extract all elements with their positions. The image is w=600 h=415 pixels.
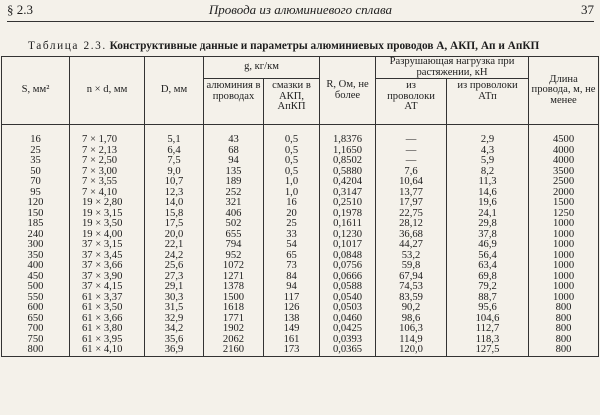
cell-mass-grease: 1,0 <box>264 188 320 199</box>
table-caption <box>28 40 598 52</box>
table-row <box>2 345 599 356</box>
cell-section: 500 <box>2 282 70 293</box>
cell-diameter: 10,7 <box>145 177 204 188</box>
cell-load-at: 36,68 <box>376 230 447 241</box>
cell-mass-aluminium: 189 <box>204 177 264 188</box>
cell-diameter: 9,0 <box>145 167 204 178</box>
cell-wires: 61 × 3,50 <box>70 303 145 314</box>
cell-length: 1000 <box>529 230 599 241</box>
cell-wires: 7 × 2,50 <box>70 156 145 167</box>
cell-load-at: 28,12 <box>376 219 447 230</box>
cell-mass-grease: 161 <box>264 335 320 346</box>
cell-load-at: 13,77 <box>376 188 447 199</box>
table-row <box>2 219 599 230</box>
cell-section: 16 <box>2 125 70 146</box>
cell-load-atp: 95,6 <box>447 303 529 314</box>
cell-mass-grease: 126 <box>264 303 320 314</box>
cell-load-atp: 37,8 <box>447 230 529 241</box>
cell-resistance: 1,8376 <box>320 125 376 146</box>
cell-resistance: 0,0848 <box>320 251 376 262</box>
cell-diameter: 31,5 <box>145 303 204 314</box>
cell-mass-grease: 84 <box>264 272 320 283</box>
cell-diameter: 29,1 <box>145 282 204 293</box>
col-header-length: Длина провода, м, не менее <box>529 57 599 125</box>
table-row <box>2 125 599 146</box>
cell-wires: 61 × 4,10 <box>70 345 145 356</box>
cell-resistance: 0,1230 <box>320 230 376 241</box>
cell-mass-grease: 1,0 <box>264 177 320 188</box>
cell-load-atp: 14,6 <box>447 188 529 199</box>
cell-wires: 7 × 4,10 <box>70 188 145 199</box>
cell-mass-aluminium: 1271 <box>204 272 264 283</box>
cell-diameter: 6,4 <box>145 146 204 157</box>
cell-load-atp: 88,7 <box>447 293 529 304</box>
cell-length: 800 <box>529 324 599 335</box>
section-number: § 2.3 <box>7 2 33 17</box>
cell-load-at: — <box>376 125 447 146</box>
cell-diameter: 22,1 <box>145 240 204 251</box>
cell-mass-aluminium: 1500 <box>204 293 264 304</box>
col-header-diameter: D, мм <box>145 57 204 125</box>
cell-wires: 37 × 3,45 <box>70 251 145 262</box>
cell-mass-aluminium: 1072 <box>204 261 264 272</box>
cell-mass-aluminium: 321 <box>204 198 264 209</box>
cell-wires: 7 × 3,00 <box>70 167 145 178</box>
cell-wires: 19 × 3,15 <box>70 209 145 220</box>
running-title: Провода из алюминиевого сплава <box>208 2 393 17</box>
cell-mass-grease: 65 <box>264 251 320 262</box>
cell-resistance: 1,1650 <box>320 146 376 157</box>
cell-mass-aluminium: 68 <box>204 146 264 157</box>
cell-wires: 61 × 3,80 <box>70 324 145 335</box>
cell-length: 1000 <box>529 251 599 262</box>
cell-load-atp: 79,2 <box>447 282 529 293</box>
cell-load-atp: 112,7 <box>447 324 529 335</box>
cell-length: 800 <box>529 303 599 314</box>
table-body <box>2 125 599 357</box>
cell-length: 1000 <box>529 261 599 272</box>
cell-resistance: 0,0756 <box>320 261 376 272</box>
cell-length: 1000 <box>529 282 599 293</box>
cell-length: 4000 <box>529 146 599 157</box>
cell-mass-aluminium: 94 <box>204 156 264 167</box>
cell-diameter: 25,6 <box>145 261 204 272</box>
cell-resistance: 0,0540 <box>320 293 376 304</box>
cell-resistance: 0,5880 <box>320 167 376 178</box>
cell-diameter: 15,8 <box>145 209 204 220</box>
cell-mass-aluminium: 952 <box>204 251 264 262</box>
cell-diameter: 35,6 <box>145 335 204 346</box>
cell-load-atp: 2,9 <box>447 125 529 146</box>
cell-mass-grease: 54 <box>264 240 320 251</box>
table-row <box>2 198 599 209</box>
cell-mass-grease: 33 <box>264 230 320 241</box>
cell-mass-grease: 20 <box>264 209 320 220</box>
cell-load-at: 90,2 <box>376 303 447 314</box>
cell-length: 1500 <box>529 198 599 209</box>
cell-resistance: 0,0393 <box>320 335 376 346</box>
cell-load-atp: 4,3 <box>447 146 529 157</box>
cell-section: 750 <box>2 335 70 346</box>
cell-mass-aluminium: 1771 <box>204 314 264 325</box>
cell-section: 185 <box>2 219 70 230</box>
cell-resistance: 0,0460 <box>320 314 376 325</box>
cell-section: 95 <box>2 188 70 199</box>
cell-section: 50 <box>2 167 70 178</box>
cell-resistance: 0,8502 <box>320 156 376 167</box>
cell-wires: 7 × 2,13 <box>70 146 145 157</box>
cell-mass-aluminium: 794 <box>204 240 264 251</box>
cell-resistance: 0,0588 <box>320 282 376 293</box>
cell-section: 450 <box>2 272 70 283</box>
cell-load-atp: 69,8 <box>447 272 529 283</box>
cell-section: 35 <box>2 156 70 167</box>
cell-diameter: 20,0 <box>145 230 204 241</box>
cell-load-atp: 63,4 <box>447 261 529 272</box>
cell-load-at: 67,94 <box>376 272 447 283</box>
cell-mass-aluminium: 135 <box>204 167 264 178</box>
cell-wires: 19 × 3,50 <box>70 219 145 230</box>
col-header-mass-aluminium: алюминия в проводах <box>204 79 264 125</box>
cell-mass-grease: 173 <box>264 345 320 356</box>
cell-mass-grease: 16 <box>264 198 320 209</box>
cell-load-at: 59,8 <box>376 261 447 272</box>
cell-resistance: 0,3147 <box>320 188 376 199</box>
col-header-mass-grease: смазки в АКП, АпКП <box>264 79 320 125</box>
cell-load-at: 120,0 <box>376 345 447 356</box>
cell-section: 150 <box>2 209 70 220</box>
cell-diameter: 17,5 <box>145 219 204 230</box>
cell-wires: 7 × 1,70 <box>70 125 145 146</box>
cell-load-atp: 29,8 <box>447 219 529 230</box>
cell-load-at: 22,75 <box>376 209 447 220</box>
table-row <box>2 324 599 335</box>
col-header-load-atp: из проволоки АТп <box>447 79 529 125</box>
cell-section: 350 <box>2 251 70 262</box>
cell-wires: 7 × 3,55 <box>70 177 145 188</box>
cell-load-at: 98,6 <box>376 314 447 325</box>
cell-load-atp: 118,3 <box>447 335 529 346</box>
cell-section: 400 <box>2 261 70 272</box>
cell-diameter: 24,2 <box>145 251 204 262</box>
cell-diameter: 34,2 <box>145 324 204 335</box>
cell-load-at: — <box>376 156 447 167</box>
cell-mass-grease: 25 <box>264 219 320 230</box>
cell-load-at: 114,9 <box>376 335 447 346</box>
cell-mass-aluminium: 655 <box>204 230 264 241</box>
cell-resistance: 0,0425 <box>320 324 376 335</box>
cell-wires: 19 × 2,80 <box>70 198 145 209</box>
cell-load-atp: 24,1 <box>447 209 529 220</box>
cell-load-atp: 11,3 <box>447 177 529 188</box>
cell-diameter: 36,9 <box>145 345 204 356</box>
col-header-wires: n × d, мм <box>70 57 145 125</box>
cell-wires: 37 × 3,90 <box>70 272 145 283</box>
cell-diameter: 14,0 <box>145 198 204 209</box>
table-row <box>2 177 599 188</box>
cell-load-at: 53,2 <box>376 251 447 262</box>
cell-length: 4500 <box>529 125 599 146</box>
col-header-breaking-load: Разрушающая нагрузка при растяжении, кН <box>376 57 529 79</box>
cell-length: 2500 <box>529 177 599 188</box>
cell-load-at: 10,64 <box>376 177 447 188</box>
col-header-load-at: из проволоки АТ <box>376 79 447 125</box>
cell-section: 600 <box>2 303 70 314</box>
cell-load-atp: 19,6 <box>447 198 529 209</box>
cell-resistance: 0,4204 <box>320 177 376 188</box>
cell-mass-grease: 149 <box>264 324 320 335</box>
cell-mass-grease: 138 <box>264 314 320 325</box>
cell-load-at: 83,59 <box>376 293 447 304</box>
cell-resistance: 0,0666 <box>320 272 376 283</box>
table-row <box>2 240 599 251</box>
cell-load-atp: 127,5 <box>447 345 529 356</box>
cell-diameter: 5,1 <box>145 125 204 146</box>
cell-mass-grease: 94 <box>264 282 320 293</box>
table-row <box>2 261 599 272</box>
col-header-mass: g, кг/км <box>204 57 320 79</box>
cell-mass-aluminium: 1618 <box>204 303 264 314</box>
cell-section: 550 <box>2 293 70 304</box>
cell-mass-aluminium: 43 <box>204 125 264 146</box>
cell-length: 3500 <box>529 167 599 178</box>
cell-section: 800 <box>2 345 70 356</box>
cell-resistance: 0,2510 <box>320 198 376 209</box>
header-rule <box>7 21 594 22</box>
cell-load-atp: 56,4 <box>447 251 529 262</box>
cell-diameter: 12,3 <box>145 188 204 199</box>
cell-length: 1000 <box>529 272 599 283</box>
cell-mass-aluminium: 1902 <box>204 324 264 335</box>
cell-length: 1000 <box>529 219 599 230</box>
cell-length: 800 <box>529 345 599 356</box>
cell-section: 240 <box>2 230 70 241</box>
cell-length: 4000 <box>529 156 599 167</box>
cell-mass-aluminium: 406 <box>204 209 264 220</box>
col-header-section: S, мм² <box>2 57 70 125</box>
cell-length: 1000 <box>529 293 599 304</box>
cell-load-atp: 46,9 <box>447 240 529 251</box>
running-header <box>7 2 594 20</box>
cell-mass-grease: 73 <box>264 261 320 272</box>
cell-load-atp: 104,6 <box>447 314 529 325</box>
cell-section: 70 <box>2 177 70 188</box>
cable-data-table <box>1 56 599 357</box>
cell-diameter: 27,3 <box>145 272 204 283</box>
cell-load-at: 44,27 <box>376 240 447 251</box>
cell-load-at: 106,3 <box>376 324 447 335</box>
table-row <box>2 156 599 167</box>
cell-resistance: 0,1017 <box>320 240 376 251</box>
table-row <box>2 282 599 293</box>
cell-resistance: 0,0503 <box>320 303 376 314</box>
cell-mass-grease: 0,5 <box>264 167 320 178</box>
cell-length: 800 <box>529 314 599 325</box>
cell-section: 700 <box>2 324 70 335</box>
cell-wires: 19 × 4,00 <box>70 230 145 241</box>
cell-wires: 61 × 3,95 <box>70 335 145 346</box>
col-header-resistance: R, Ом, не более <box>320 57 376 125</box>
cell-wires: 61 × 3,66 <box>70 314 145 325</box>
cell-section: 25 <box>2 146 70 157</box>
cell-resistance: 0,1611 <box>320 219 376 230</box>
cell-wires: 37 × 3,66 <box>70 261 145 272</box>
page-number: 37 <box>581 2 594 17</box>
cell-mass-aluminium: 502 <box>204 219 264 230</box>
cell-load-atp: 8,2 <box>447 167 529 178</box>
cell-length: 1250 <box>529 209 599 220</box>
cell-mass-grease: 0,5 <box>264 125 320 146</box>
cell-mass-aluminium: 1378 <box>204 282 264 293</box>
cell-diameter: 7,5 <box>145 156 204 167</box>
cell-mass-aluminium: 2160 <box>204 345 264 356</box>
cell-mass-grease: 0,5 <box>264 156 320 167</box>
cell-mass-grease: 0,5 <box>264 146 320 157</box>
table-row <box>2 303 599 314</box>
cell-mass-grease: 117 <box>264 293 320 304</box>
cell-length: 800 <box>529 335 599 346</box>
cell-wires: 37 × 3,15 <box>70 240 145 251</box>
cell-diameter: 30,3 <box>145 293 204 304</box>
cell-resistance: 0,1978 <box>320 209 376 220</box>
cell-length: 2000 <box>529 188 599 199</box>
cell-diameter: 32,9 <box>145 314 204 325</box>
table-caption-text: Конструктивные данные и параметры алюминиевых проводов А, АКП, Ап и АпКП <box>109 40 540 52</box>
cell-section: 300 <box>2 240 70 251</box>
cell-wires: 61 × 3,37 <box>70 293 145 304</box>
cell-load-at: 74,53 <box>376 282 447 293</box>
cell-mass-aluminium: 2062 <box>204 335 264 346</box>
cell-wires: 37 × 4,15 <box>70 282 145 293</box>
cell-mass-aluminium: 252 <box>204 188 264 199</box>
cell-section: 120 <box>2 198 70 209</box>
cell-resistance: 0,0365 <box>320 345 376 356</box>
cell-load-at: — <box>376 146 447 157</box>
table-caption-label: Таблица 2.3. <box>28 40 107 52</box>
cell-section: 650 <box>2 314 70 325</box>
cell-length: 1000 <box>529 240 599 251</box>
cell-load-at: 7,6 <box>376 167 447 178</box>
cell-load-atp: 5,9 <box>447 156 529 167</box>
cell-load-at: 17,97 <box>376 198 447 209</box>
